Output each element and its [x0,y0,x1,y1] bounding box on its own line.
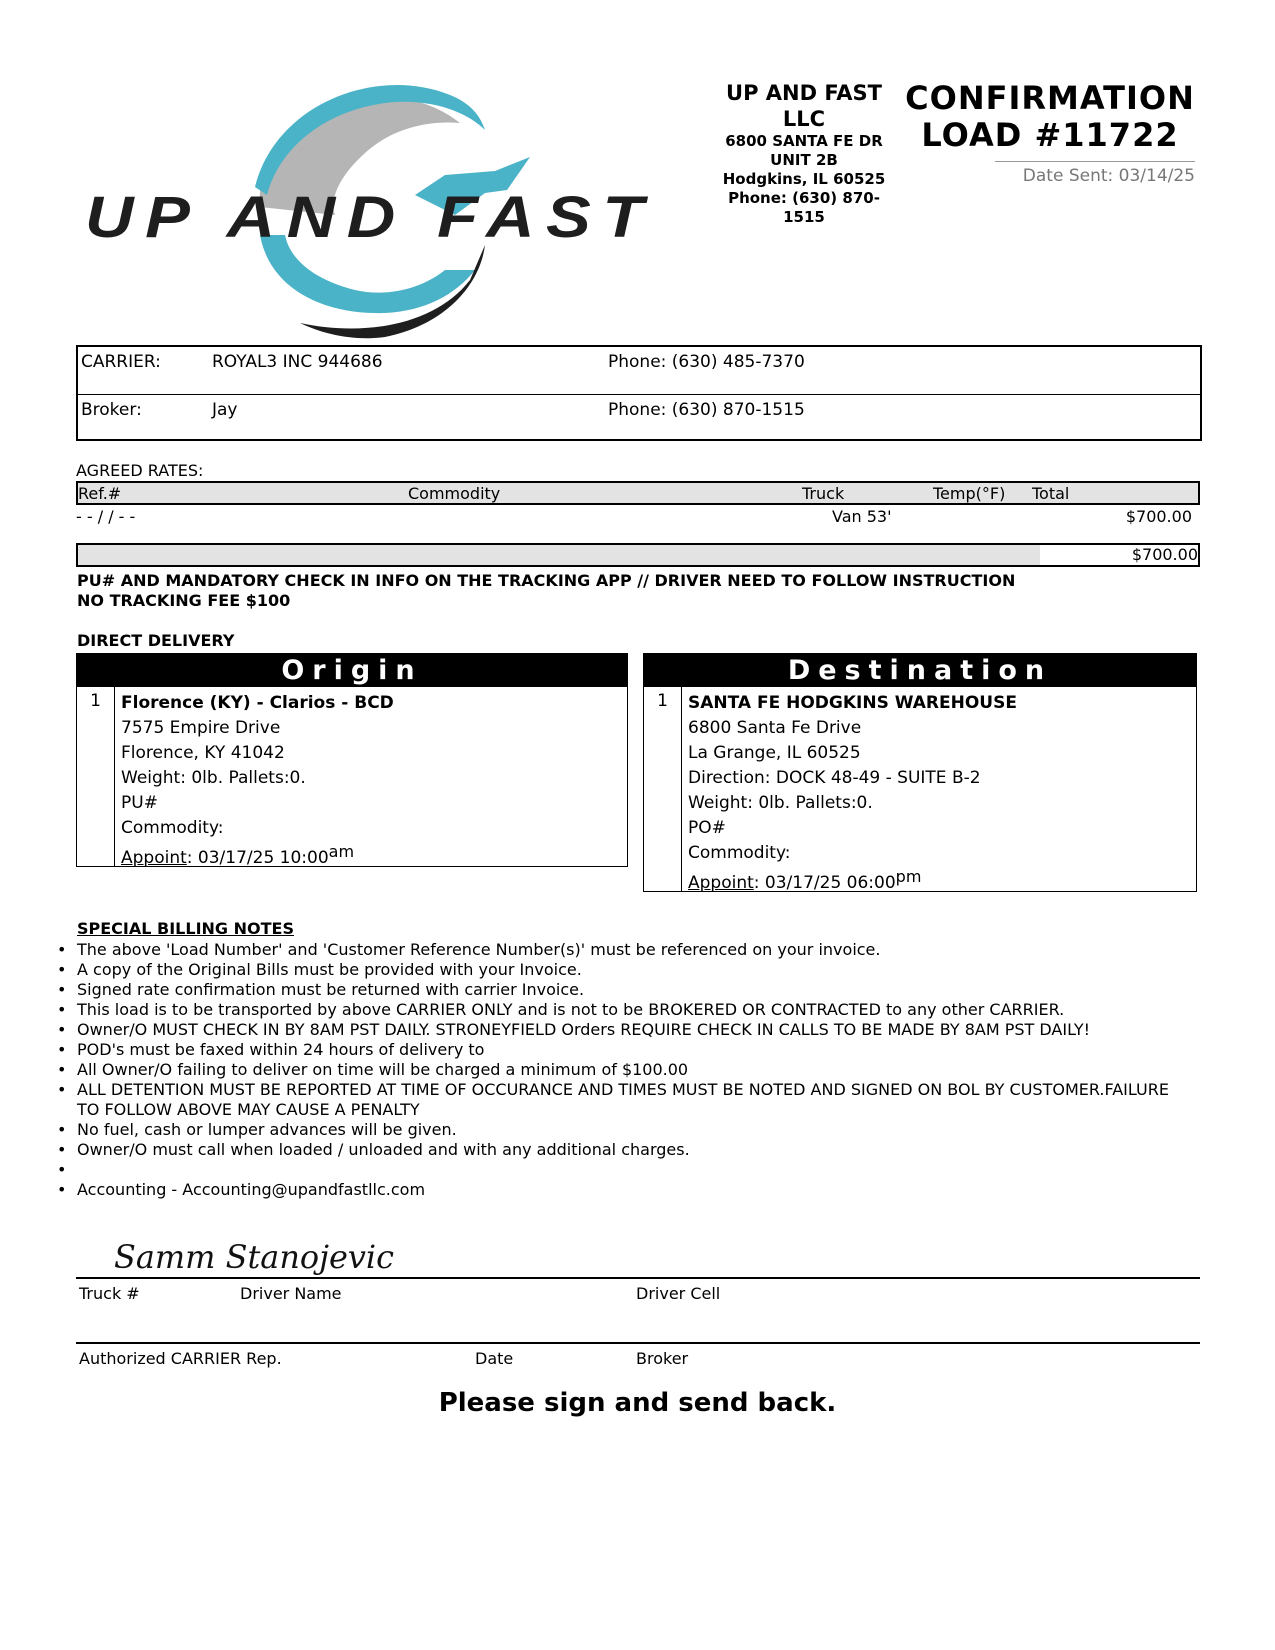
sign-and-send-back: Please sign and send back. [438,1388,837,1418]
origin-pu: PU# [121,793,158,813]
rates-header-truck: Truck [802,484,845,503]
origin-appoint-suffix: am [328,842,355,861]
destination-street: 6800 Santa Fe Drive [688,718,862,738]
grand-total: $700.00 [1040,545,1198,565]
rates-header-row [76,481,1200,505]
billing-notes-title: SPECIAL BILLING NOTES [77,919,294,938]
carrier-broker-box [76,345,1202,441]
origin-city: Florence, KY 41042 [121,743,285,763]
billing-note [77,1160,1187,1180]
logo-text: UP AND FAST [85,185,655,250]
origin-name: Florence (KY) - Clarios - BCD [121,693,394,713]
destination-appointment [688,866,1196,895]
billing-note: • ALL DETENTION MUST BE REPORTED AT TIME OF OCCURANCE AND TIMES MUST BE NOTED AND SIGNED ON BOL BY CUSTOMER.FAILURE TO FOLLOW ABOVE MAY CAUSE A PENALTY [77,1080,1187,1120]
tracking-notice [77,571,1015,611]
destination-panel [643,653,1197,892]
destination-body [644,687,1196,891]
destination-stop-number: 1 [644,687,682,891]
company-phone-part1: (630) 870- [792,189,880,207]
billing-note: • No fuel, cash or lumper advances will be given. [77,1120,1187,1140]
signature-text: Samm Stanojevic [114,1238,395,1276]
destination-name: SANTA FE HODGKINS WAREHOUSE [688,693,1017,713]
billing-note: • This load is to be transported by above CARRIER ONLY and is not to be BROKERED OR CONTRACTED to any other CARRIER. [77,1000,1187,1020]
billing-note: • Owner/O MUST CHECK IN BY 8AM PST DAILY. STRONEYFIELD Orders REQUIRE CHECK IN CALLS TO BE MADE BY 8AM PST DAILY! [77,1020,1187,1040]
signature-line-rep [76,1342,1200,1344]
destination-po: PO# [688,818,726,838]
signature-line-driver [76,1277,1200,1279]
driver-name-label: Driver Name [240,1284,342,1303]
origin-appoint-value: : 03/17/25 10:00 [186,848,329,868]
carrier-rep-label: Authorized CARRIER Rep. [79,1349,282,1368]
broker-sign-label: Broker [636,1349,689,1368]
billing-note: • POD's must be faxed within 24 hours of delivery to [77,1040,1187,1060]
confirmation-header [905,80,1195,154]
driver-cell-label: Driver Cell [636,1284,721,1303]
broker-phone: Phone: (630) 870-1515 [608,400,805,420]
company-phone [710,189,898,208]
truck-number-label: Truck # [79,1284,140,1303]
destination-direction: Direction: DOCK 48-49 - SUITE B-2 [688,768,981,788]
origin-body [77,687,627,866]
origin-header: Origin [77,654,627,687]
destination-appoint-value: : 03/17/25 06:00 [753,873,896,893]
tracking-notice-line1: PU# AND MANDATORY CHECK IN INFO ON THE TRACKING APP // DRIVER NEED TO FOLLOW INSTRUCTION [77,571,1016,590]
broker-row [78,394,1200,440]
company-logo [85,75,695,343]
origin-stop-number: 1 [77,687,115,866]
origin-appointment [121,841,627,870]
driver-signature [112,1228,402,1288]
rates-row [76,506,1200,528]
destination-weight: Weight: 0lb. Pallets:0. [688,793,873,813]
carrier-name: ROYAL3 INC 944686 [212,352,383,372]
company-info [710,80,898,227]
grand-total-bar [76,543,1200,567]
delivery-type: DIRECT DELIVERY [77,631,235,650]
origin-commodity: Commodity: [121,818,224,838]
rates-header-temp: Temp(°F) [933,484,1006,503]
company-phone-label: Phone: [728,189,787,207]
destination-header: Destination [644,654,1196,687]
company-address-1: 6800 SANTA FE DR [725,132,883,150]
date-sent: Date Sent: 03/14/25 [995,161,1195,186]
destination-appoint-label: Appoint [688,873,754,893]
rates-header-total: Total [1032,484,1070,503]
confirmation-title: CONFIRMATION [905,79,1195,117]
billing-notes-list [77,940,1187,1200]
destination-appoint-suffix: pm [895,867,922,886]
origin-street: 7575 Empire Drive [121,718,281,738]
rates-total: $700.00 [1125,507,1192,526]
broker-name: Jay [212,400,238,420]
date-label: Date [475,1349,514,1368]
company-name: UP AND FAST LLC [726,81,882,131]
carrier-label: CARRIER: [81,352,161,372]
carrier-row [78,347,1200,392]
company-address-2: UNIT 2B [770,151,838,169]
billing-note: • The above 'Load Number' and 'Customer Reference Number(s)' must be referenced on your invoice. [77,940,1187,960]
agreed-rates-label: AGREED RATES: [76,461,204,480]
company-city: Hodgkins, IL 60525 [722,170,886,188]
load-number: LOAD #11722 [921,116,1179,154]
origin-weight: Weight: 0lb. Pallets:0. [121,768,306,788]
rates-ref: - - / / - - [76,507,136,526]
origin-panel [76,653,628,867]
company-phone-part2: 1515 [783,208,825,226]
rates-truck: Van 53' [832,507,892,526]
billing-note: • A copy of the Original Bills must be provided with your Invoice. [77,960,1187,980]
carrier-phone: Phone: (630) 485-7370 [608,352,805,372]
broker-label: Broker: [81,400,142,420]
billing-note: • All Owner/O failing to deliver on time will be charged a minimum of $100.00 [77,1060,1187,1080]
billing-note: • Signed rate confirmation must be returned with carrier Invoice. [77,980,1187,1000]
billing-note: • Owner/O must call when loaded / unloaded and with any additional charges. [77,1140,1187,1160]
rates-header-commodity: Commodity [408,484,501,503]
origin-appoint-label: Appoint [121,848,187,868]
billing-note: • Accounting - Accounting@upandfastllc.com [77,1180,1187,1200]
tracking-notice-line2: NO TRACKING FEE $100 [77,591,291,610]
destination-commodity: Commodity: [688,843,791,863]
rates-header-ref: Ref.# [78,484,122,503]
destination-city: La Grange, IL 60525 [688,743,861,763]
